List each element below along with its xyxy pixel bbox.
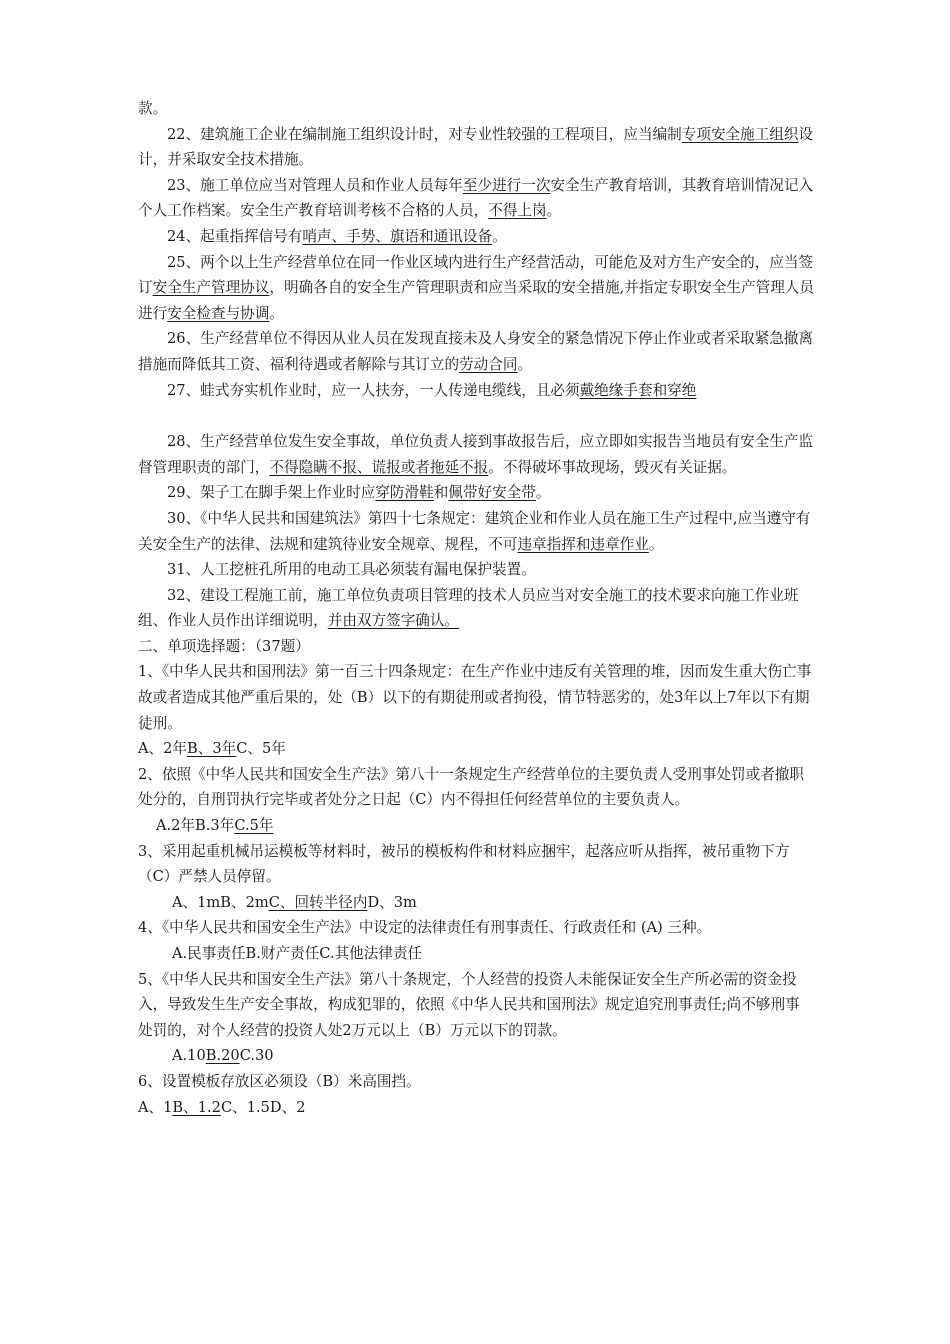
mc-options-4: A.民事责任B.财产责任C.其他法律责任 (172, 945, 423, 962)
section-heading: 二、单项选择题：（37题） (138, 637, 310, 655)
mc-options-3: A、1mB、2mC、回转半径内D、3m (172, 893, 417, 911)
answer-underline: 劳动合同 (459, 355, 518, 373)
answer-underline: C.5年 (234, 817, 274, 835)
question-25: 25、两个以上生产经营单位在同一作业区域内进行生产经营活动，可能危及对方生产安全的，应当签订安全生产管理协议，明确各自的安全生产管理职责和应当采取的安全措施,并指定专职安全生产管理人员进行安全检查与协调。 (138, 253, 814, 322)
question-26: 26、生产经营单位不得因从业人员在发现直接未及人身安全的紧急情况下停止作业或者采取紧急撤离措施而降低其工资、福利待遇或者解除与其订立的劳动合同。 (138, 330, 814, 373)
question-30: 30、《中华人民共和国建筑法》第四十七条规定：建筑企业和作业人员在施工生产过程中,应当遵守有关安全生产的法律、法规和建筑待业安全规章、规程，不可违章指挥和违章作业。 (138, 509, 811, 553)
answer-underline: 佩带好安全带 (448, 484, 536, 502)
question-23: 23、施工单位应当对管理人员和作业人员每年至少进行一次安全生产教育培训，其教育培训情况记入个人工作档案。安全生产教育培训考核不合格的人员，不得上岗。 (138, 176, 814, 220)
answer-underline: 并由双方签字确认。 (327, 612, 460, 630)
question-31: 31、人工挖桩孔所用的电动工具必须装有漏电保护装置。 (167, 561, 536, 579)
document-body (138, 96, 814, 1120)
answer-underline: 安全检查与协调 (167, 304, 270, 322)
mc-options-6: A、1B、1.2C、1.5D、2 (138, 1098, 306, 1116)
question-22: 22、建筑施工企业在编制施工组织设计时，对专业性较强的工程项目，应当编制专项安全施工组织设计，并采取安全技术措施。 (138, 125, 814, 169)
mc-question-6: 6、设置模板存放区必须设（B）米高围挡。 (138, 1072, 421, 1090)
line-continuation: 款。 (138, 100, 168, 117)
mc-options-1: A、2年B、3年C、5年 (138, 740, 286, 758)
answer-underline: 哨声、手势、旗语和通讯设备 (302, 227, 493, 245)
answer-underline: 不得隐瞒不报、谎报或者拖延不报 (269, 458, 489, 476)
answer-underline: 不得上岗 (488, 202, 547, 220)
question-27: 27、蛙式夯实机作业时，应一人扶夯，一人传递电缆线，且必须戴绝缘手套和穿绝 (167, 381, 697, 399)
question-32: 32、建设工程施工前，施工单位负责项目管理的技术人员应当对安全施工的技术要求向施工作业班组、作业人员作出详细说明，并由双方签字确认。 (138, 586, 799, 630)
answer-underline: B、3年 (187, 740, 237, 758)
question-29: 29、架子工在脚手架上作业时应穿防滑鞋和佩带好安全带。 (167, 484, 551, 502)
answer-underline: 穿防滑鞋 (375, 484, 434, 502)
answer-underline: 安全生产管理协议 (152, 279, 270, 297)
question-24: 24、起重指挥信号有哨声、手势、旗语和通讯设备。 (167, 227, 507, 245)
question-28: 28、生产经营单位发生安全事故，单位负责人接到事故报告后，应立即如实报告当地员有安全生产监督管理职责的部门，不得隐瞒不报、谎报或者拖延不报。不得破坏事故现场，毁灭有关证据。 (138, 433, 814, 476)
mc-question-1: 1、《中华人民共和国刑法》第一百三十四条规定：在生产作业中违反有关管理的堆，因而发生重大伤亡事故或者造成其他严重后果的，处（B）以下的有期徒刑或者拘役，情节特恶劣的，处3年以上7年以下有期徒刑。 (138, 663, 812, 732)
answer-underline: C、回转半径内 (268, 893, 368, 911)
answer-underline: B、1.2 (172, 1098, 221, 1116)
mc-question-2: 2、依照《中华人民共和国安全生产法》第八十一条规定生产经营单位的主要负责人受刑事处罚或者撤职处分的，自刑罚执行完毕或者处分之日起（C）内不得担任何经营单位的主要负责人。 (138, 765, 805, 809)
answer-underline: 违章指挥和违章作业 (517, 535, 649, 553)
mc-options-2: A.2年B.3年C.5年 (156, 817, 274, 835)
answer-underline: 戴绝缘手套和穿绝 (579, 381, 697, 399)
mc-question-3: 3、采用起重机械吊运模板等材料时，被吊的模板构件和材料应捆牢，起落应听从指挥，被吊重物下方（C）严禁人员停留。 (138, 842, 790, 886)
answer-underline: B.20 (205, 1047, 240, 1065)
answer-underline: 专项安全施工组织 (681, 125, 799, 143)
mc-question-5: 5、《中华人民共和国安全生产法》第八十条规定，个人经营的投资人未能保证安全生产所必需的资金投入，导致发生生产安全事故，构成犯罪的，依照《中华人民共和国刑法》规定追究刑事责任;尚不够刑事处罚的，对个人经营的投资人处2万元以上（B）万元以下的罚款。 (138, 970, 800, 1039)
blank-line (138, 403, 814, 429)
mc-question-4: 4、《中华人民共和国安全生产法》中设定的法律责任有刑事责任、行政责任和 (A) 三种。 (138, 919, 712, 937)
mc-options-5: A.10B.20C.30 (172, 1047, 274, 1065)
answer-underline: 至少进行一次 (462, 176, 551, 194)
